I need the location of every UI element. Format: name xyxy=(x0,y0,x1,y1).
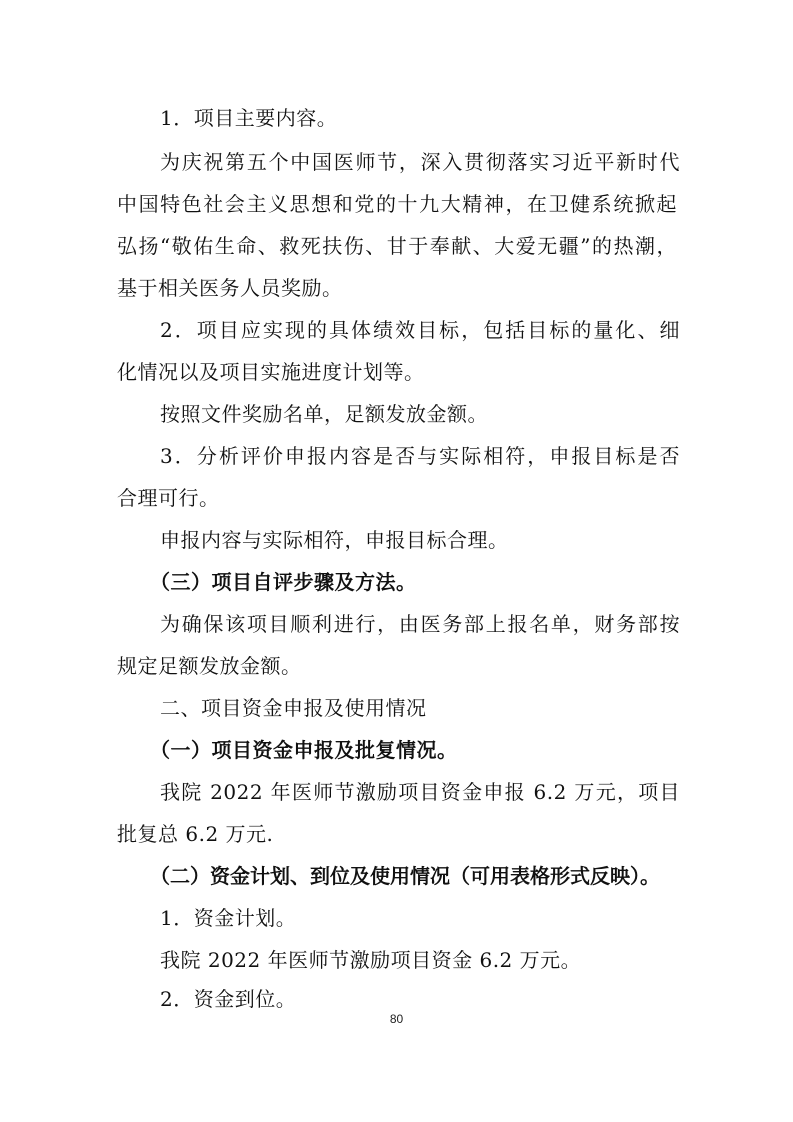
paragraph-line: 1．项目主要内容。 xyxy=(160,106,338,130)
paragraph-line: 基于相关医务人员奖励。 xyxy=(117,276,343,300)
paragraph-line: 化情况以及项目实施进度计划等。 xyxy=(117,360,425,384)
paragraph-line: 3．分析评价申报内容是否与实际相符，申报目标是否 xyxy=(160,444,680,468)
paragraph-line: 1．资金计划。 xyxy=(160,906,297,930)
paragraph-line: 批复总 6.2 万元. xyxy=(117,822,274,846)
paragraph-line: 我院 2022 年医师节激励项目资金申报 6.2 万元，项目 xyxy=(160,780,680,804)
paragraph-line: 我院 2022 年医师节激励项目资金 6.2 万元。 xyxy=(160,948,582,972)
paragraph-line: 中国特色社会主义思想和党的十九大精神，在卫健系统掀起 xyxy=(117,192,677,216)
paragraph-line: 2．资金到位。 xyxy=(160,987,297,1011)
paragraph-line: 为确保该项目顺利进行，由医务部上报名单，财务部按 xyxy=(160,612,680,636)
paragraph-line: 按照文件奖励名单，足额发放金额。 xyxy=(160,402,488,426)
section-heading: （二）资金计划、到位及使用情况（可用表格形式反映）。 xyxy=(150,864,660,888)
paragraph-line: 规定足额发放金额。 xyxy=(117,654,302,678)
paragraph-line: 申报内容与实际相符，申报目标合理。 xyxy=(160,528,509,552)
paragraph-line: 2．项目应实现的具体绩效目标，包括目标的量化、细 xyxy=(160,318,680,342)
section-heading: （一）项目资金申报及批复情况。 xyxy=(150,738,458,762)
paragraph-line: 弘扬“敬佑生命、救死扶伤、甘于奉献、大爱无疆”的热潮， xyxy=(117,234,677,258)
section-heading: 二、项目资金申报及使用情况 xyxy=(160,696,427,720)
page-number: 80 xyxy=(389,1012,404,1026)
section-heading: （三）项目自评步骤及方法。 xyxy=(150,570,417,594)
paragraph-line: 合理可行。 xyxy=(117,486,220,510)
paragraph-line: 为庆祝第五个中国医师节，深入贯彻落实习近平新时代 xyxy=(160,150,680,174)
